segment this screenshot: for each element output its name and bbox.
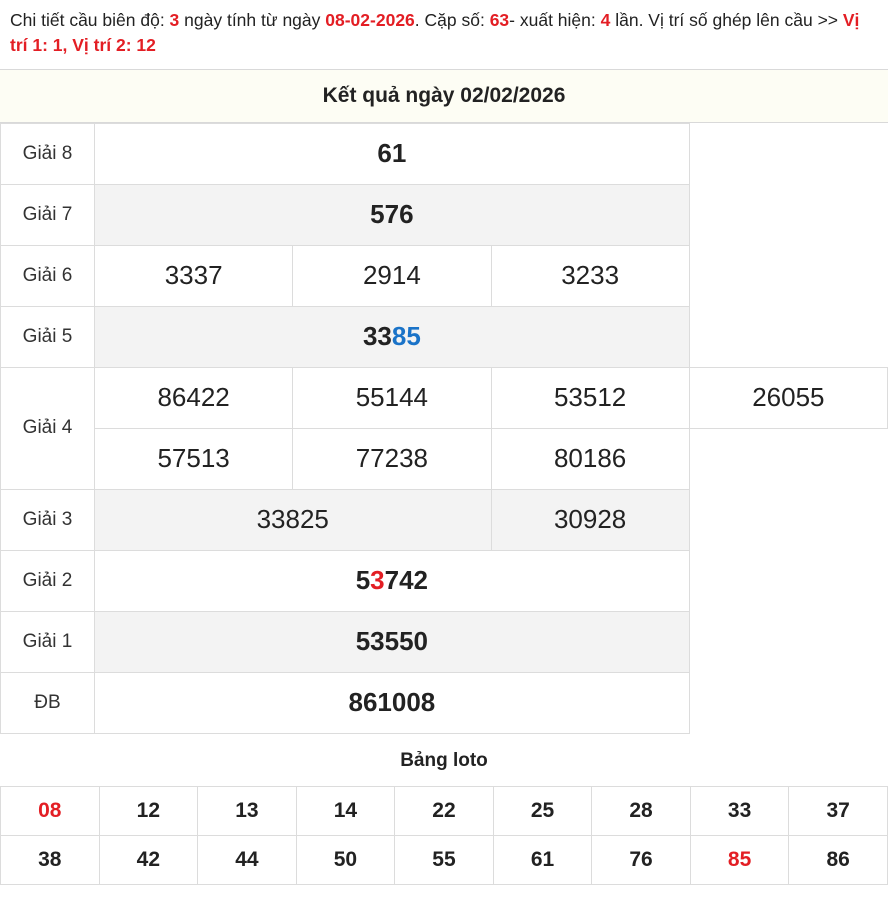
loto-cell: 55 <box>395 835 494 884</box>
row-value-db <box>95 672 690 733</box>
row-value-g2 <box>95 550 690 611</box>
loto-cell: 25 <box>493 786 592 835</box>
loto-row-1 <box>1 786 888 835</box>
header-text-2: ngày tính từ ngày <box>179 10 326 30</box>
row-value-g7: 576 <box>95 184 690 245</box>
header-bien-do-days: 3 <box>169 10 180 30</box>
header-xuat-hien: 4 <box>600 10 611 30</box>
db-highlight: 6 <box>362 687 378 718</box>
g2-highlight: 3 <box>370 565 385 596</box>
row-label-g6: Giải 6 <box>1 245 95 306</box>
header-text-4: - xuất hiện: <box>509 10 601 30</box>
loto-cell: 86 <box>789 835 888 884</box>
header-from-date: 08-02-2026 <box>325 10 415 30</box>
g5-highlight: 85 <box>391 321 421 352</box>
table-row-g3 <box>1 489 888 550</box>
result-table <box>0 123 888 734</box>
row-label-g5: Giải 5 <box>1 306 95 367</box>
loto-cell: 37 <box>789 786 888 835</box>
loto-cell: 61 <box>493 835 592 884</box>
g2-prefix: 5 <box>355 565 371 596</box>
row-value-g4-6: 77238 <box>293 428 491 489</box>
row-value-g6-1: 3337 <box>95 245 293 306</box>
loto-cell: 85 <box>690 835 789 884</box>
loto-cell: 44 <box>198 835 297 884</box>
row-value-g4-2: 55144 <box>293 367 491 428</box>
table-row-g4b <box>1 428 888 489</box>
row-label-g8: Giải 8 <box>1 123 95 184</box>
row-value-g4-5: 57513 <box>95 428 293 489</box>
header-vi-tri: Vị trí 1: 1, Vị trí 2: 12 <box>10 10 860 56</box>
row-label-g7: Giải 7 <box>1 184 95 245</box>
row-value-g4-4: 26055 <box>689 367 887 428</box>
loto-cell: 13 <box>198 786 297 835</box>
loto-cell: 08 <box>1 786 100 835</box>
loto-table <box>0 786 888 885</box>
header-text-5: lần. Vị trí số ghép lên cầu >> <box>610 10 843 30</box>
table-row-g6 <box>1 245 888 306</box>
result-title: Kết quả ngày 02/02/2026 <box>0 70 888 123</box>
loto-row-2 <box>1 835 888 884</box>
row-label-g2: Giải 2 <box>1 550 95 611</box>
row-value-g4-7: 80186 <box>491 428 689 489</box>
row-value-g5 <box>95 306 690 367</box>
row-label-g4: Giải 4 <box>1 367 95 489</box>
table-row-g8 <box>1 123 888 184</box>
header-text-3: . Cặp số: <box>414 10 490 30</box>
row-value-g4-1: 86422 <box>95 367 293 428</box>
header-note <box>0 0 888 70</box>
row-label-g3: Giải 3 <box>1 489 95 550</box>
row-value-g8: 61 <box>95 123 690 184</box>
loto-cell: 38 <box>1 835 100 884</box>
row-value-g6-2: 2914 <box>293 245 491 306</box>
loto-cell: 14 <box>296 786 395 835</box>
db-suffix: 1008 <box>377 687 436 718</box>
header-cap-so: 63 <box>489 10 510 30</box>
table-row-g4a <box>1 367 888 428</box>
row-value-g3-1: 33825 <box>95 489 492 550</box>
loto-cell: 33 <box>690 786 789 835</box>
loto-title: Bảng loto <box>400 749 488 771</box>
table-row-g1 <box>1 611 888 672</box>
row-value-g6-3: 3233 <box>491 245 689 306</box>
g2-suffix: 742 <box>384 565 429 596</box>
g4-3-text: 53512 <box>553 382 627 413</box>
loto-cell: 42 <box>99 835 198 884</box>
loto-cell: 22 <box>395 786 494 835</box>
row-value-g4-3 <box>491 367 689 428</box>
loto-cell: 50 <box>296 835 395 884</box>
row-label-g1: Giải 1 <box>1 611 95 672</box>
row-label-db: ĐB <box>1 672 95 733</box>
g5-prefix: 33 <box>362 321 392 352</box>
db-prefix: 8 <box>348 687 363 718</box>
table-row-g2 <box>1 550 888 611</box>
row-value-g3-2: 30928 <box>491 489 689 550</box>
loto-cell: 28 <box>592 786 691 835</box>
header-text-1: Chi tiết cầu biên độ: <box>10 10 170 30</box>
table-row-db <box>1 672 888 733</box>
table-row-g7 <box>1 184 888 245</box>
table-row-g5 <box>1 306 888 367</box>
loto-cell: 12 <box>99 786 198 835</box>
row-value-g1: 53550 <box>95 611 690 672</box>
loto-cell: 76 <box>592 835 691 884</box>
